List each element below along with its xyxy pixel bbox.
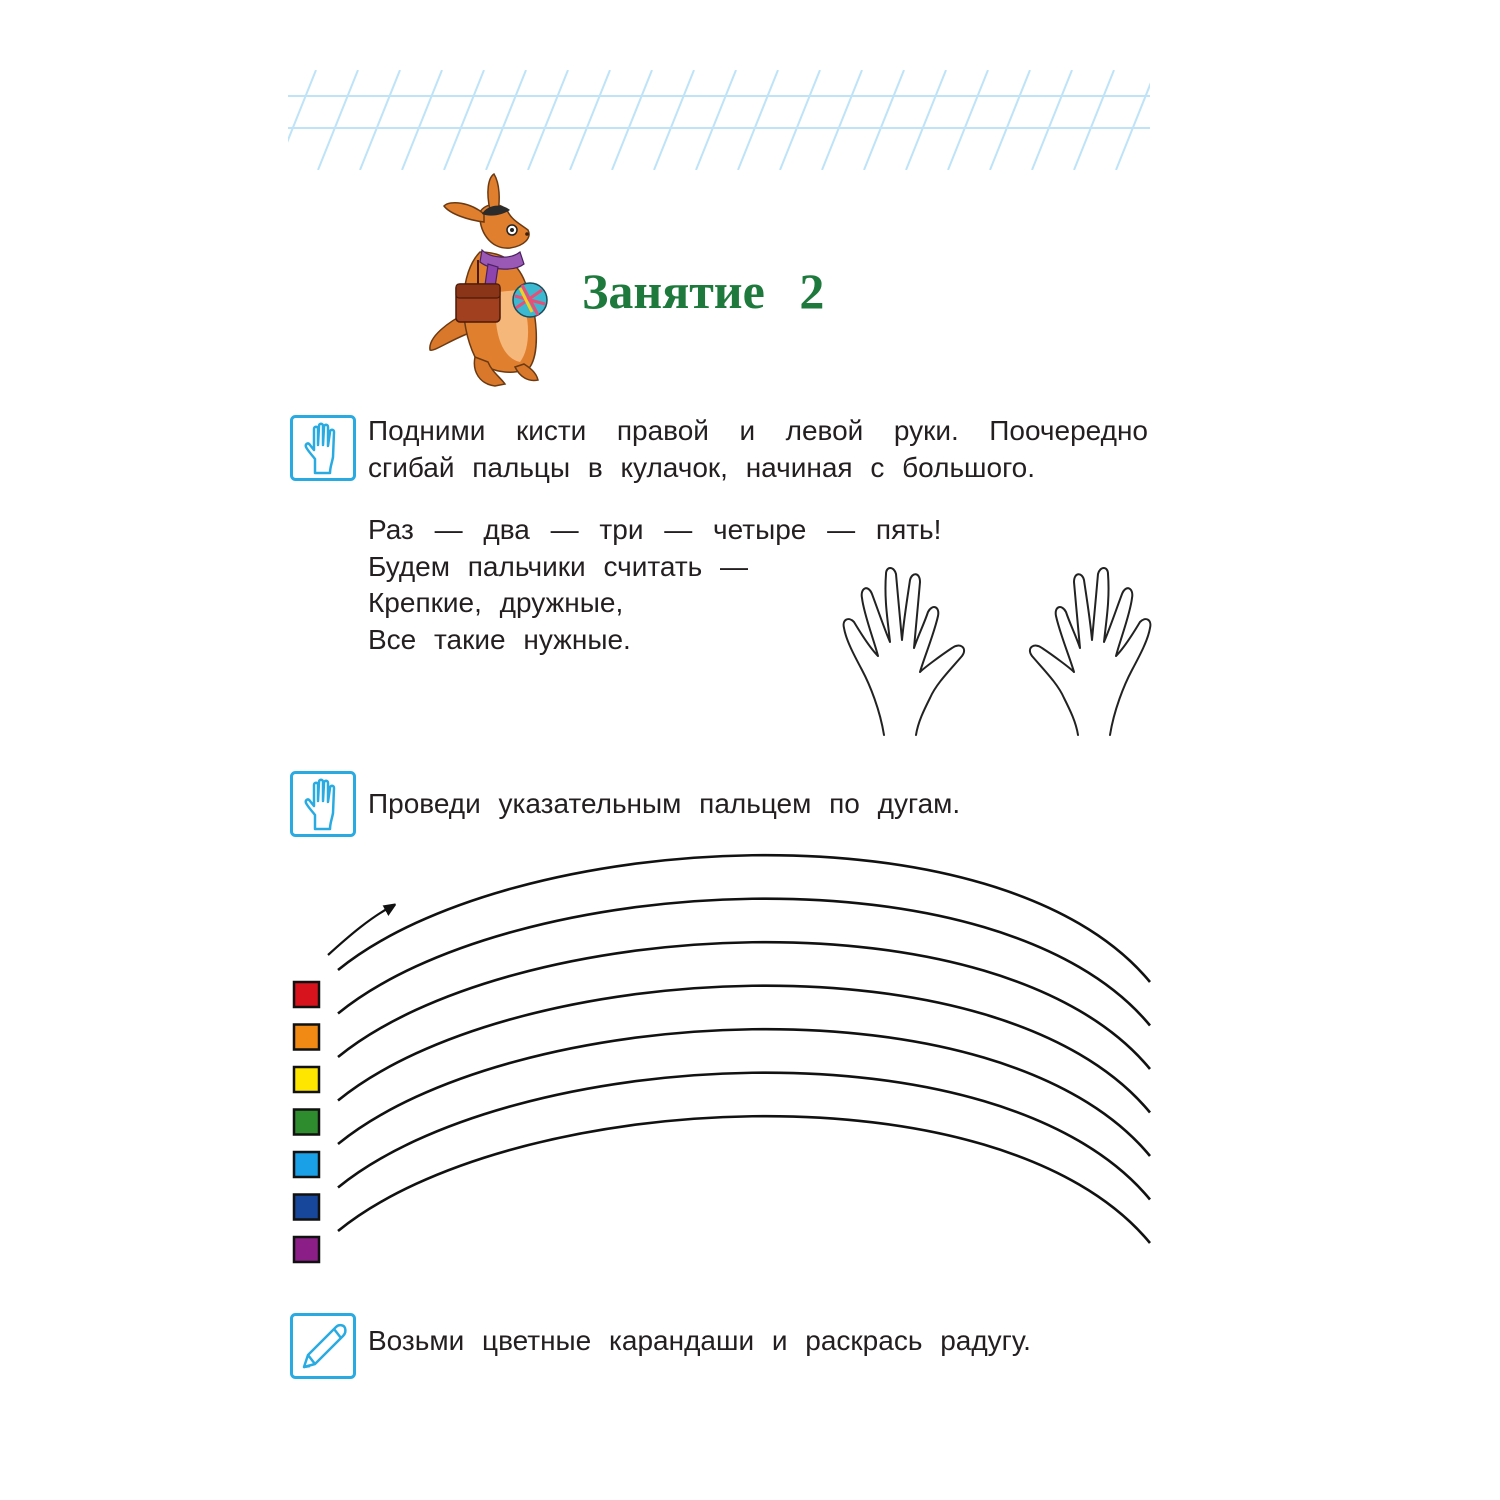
grid-slant-line xyxy=(654,70,694,170)
grid-slant-line xyxy=(612,70,652,170)
grid-slant-line xyxy=(528,70,568,170)
handwriting-grid xyxy=(288,70,1150,170)
direction-arrow xyxy=(328,906,392,955)
color-swatch xyxy=(294,1237,319,1262)
grid-slant-line xyxy=(948,70,988,170)
color-swatch xyxy=(294,982,319,1007)
hands-outline-illustration xyxy=(840,560,1155,740)
grid-slant-line xyxy=(444,70,484,170)
grid-slant-line xyxy=(822,70,862,170)
grid-slant-line xyxy=(360,70,400,170)
task3-instruction: Возьми цветные карандаши и раскрась радугу. xyxy=(368,1325,1031,1356)
task1-line-2: сгибай пальцы в кулачок, начиная с большого. xyxy=(368,452,1036,483)
color-swatch xyxy=(294,1067,319,1092)
grid-slant-line xyxy=(990,70,1030,170)
hand-icon xyxy=(290,415,356,481)
task1-line-1: Подними кисти правой и левой руки. Поочередно xyxy=(368,415,1148,446)
rainbow-arc[interactable] xyxy=(338,855,1150,982)
poem-line: Раз — два — три — четыре — пять! xyxy=(368,514,942,545)
grid-slant-line xyxy=(318,70,358,170)
grid-slant-line xyxy=(864,70,904,170)
kangaroo-mascot-illustration xyxy=(420,172,550,394)
rainbow-arcs xyxy=(280,840,1160,1280)
color-swatch xyxy=(294,1152,319,1177)
grid-slant-line xyxy=(696,70,736,170)
grid-slant-line xyxy=(1032,70,1072,170)
color-swatch xyxy=(294,1110,319,1135)
rainbow-arc[interactable] xyxy=(338,1029,1150,1156)
rainbow-arc[interactable] xyxy=(338,1116,1150,1243)
rainbow-arc[interactable] xyxy=(338,986,1150,1113)
grid-slant-line xyxy=(1074,70,1114,170)
color-swatch xyxy=(294,1025,319,1050)
grid-slant-line xyxy=(402,70,442,170)
poem-line: Крепкие, дружные, xyxy=(368,587,624,618)
pencil-icon xyxy=(290,1313,356,1379)
poem-line: Будем пальчики считать — xyxy=(368,550,749,582)
rainbow-arc[interactable] xyxy=(338,899,1150,1026)
grid-slant-line xyxy=(906,70,946,170)
color-swatch xyxy=(294,1195,319,1220)
grid-slant-line xyxy=(486,70,526,170)
grid-slant-line xyxy=(288,70,316,170)
poem-line: Все такие нужные. xyxy=(368,623,631,655)
grid-slant-line xyxy=(780,70,820,170)
rainbow-arc[interactable] xyxy=(338,942,1150,1069)
task1-instruction xyxy=(368,412,1148,486)
grid-slant-line xyxy=(1116,70,1150,170)
grid-slant-line xyxy=(738,70,778,170)
grid-slant-line xyxy=(570,70,610,170)
hand-icon xyxy=(290,771,356,837)
rainbow-arc[interactable] xyxy=(338,1073,1150,1200)
task2-instruction: Проведи указательным пальцем по дугам. xyxy=(368,788,961,819)
lesson-title: Занятие 2 xyxy=(582,263,825,319)
